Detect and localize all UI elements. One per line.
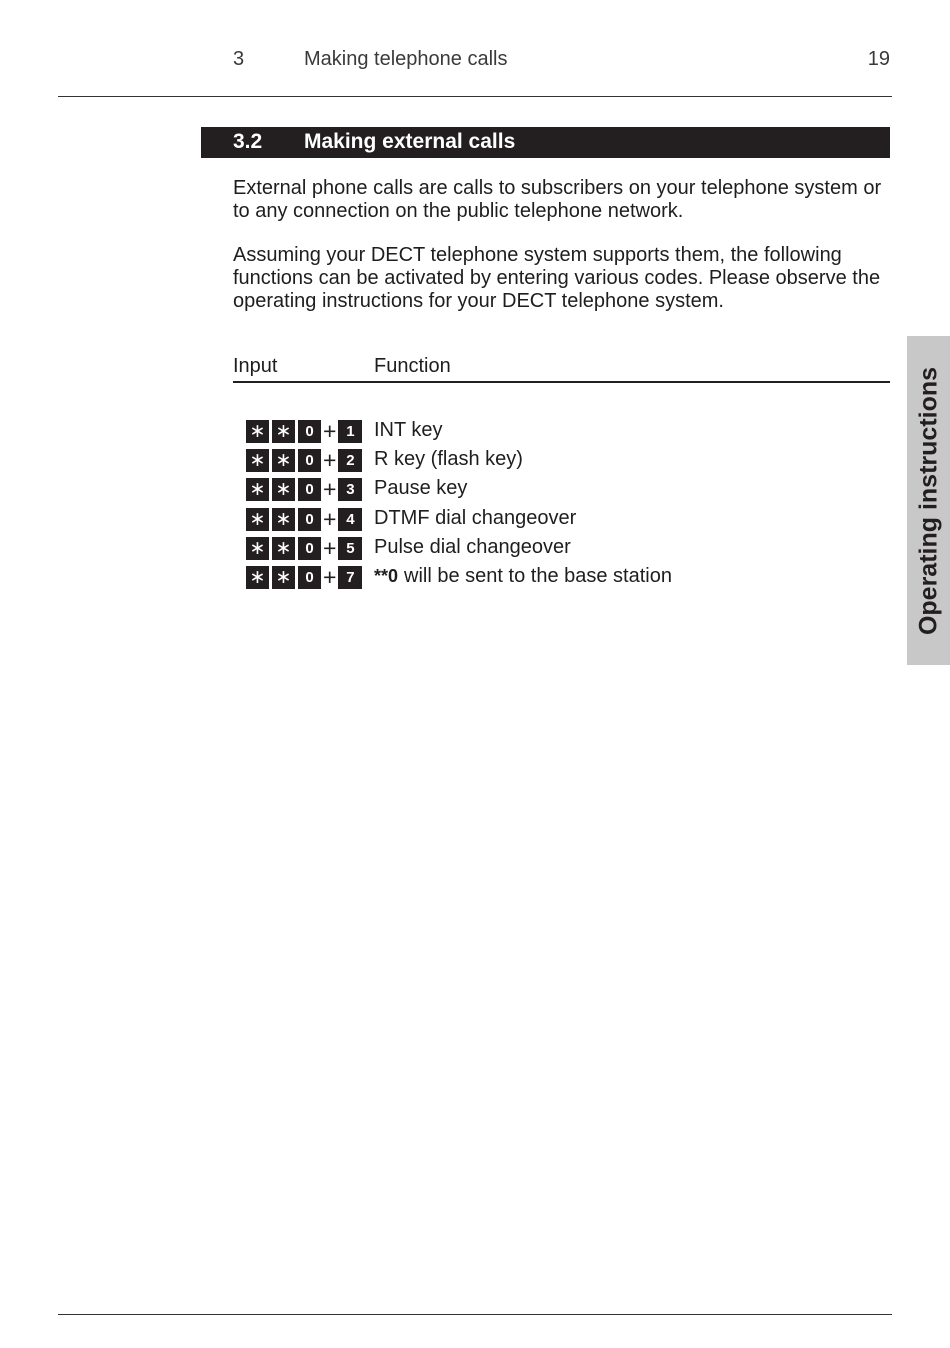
function-label: Pulse dial changeover [374,535,571,558]
table-row [0,475,950,502]
function-label: DTMF dial changeover [374,506,577,529]
function-code: **0 [374,566,399,586]
star-key-icon: ∗ [246,566,269,589]
function-label: INT key [374,419,443,441]
plus-sign: + [323,564,337,590]
function-label: R key (flash key) [374,448,523,471]
table-row [0,417,950,444]
table-header-rule [233,381,890,383]
digit-key-icon: 1 [338,420,362,443]
zero-key-icon: 0 [298,566,321,589]
section-heading-bar [201,127,890,158]
table-header-function: Function [374,355,451,377]
star-key-icon: ∗ [246,508,269,531]
header-divider [58,96,892,97]
zero-key-icon: 0 [298,508,321,531]
table-row [0,446,950,473]
star-key-icon: ∗ [272,537,295,560]
star-key-icon: ∗ [272,478,295,501]
side-tab [907,336,950,665]
star-key-icon: ∗ [246,478,269,501]
digit-key-icon: 7 [338,566,362,589]
key-sequence [246,420,362,443]
chapter-number: 3 [233,48,245,70]
table-row [0,505,950,532]
zero-key-icon: 0 [298,537,321,560]
key-sequence [246,449,362,472]
function-description [374,475,467,502]
zero-key-icon: 0 [298,420,321,443]
digit-key-icon: 2 [338,449,362,472]
star-key-icon: ∗ [272,449,295,472]
digit-key-icon: 4 [338,508,362,531]
section-title: Making external calls [304,130,516,153]
digit-key-icon: 3 [338,478,362,501]
plus-sign: + [323,534,337,561]
chapter-title: Making telephone calls [304,48,508,70]
star-key-icon: ∗ [272,420,295,443]
page-number: 19 [867,48,890,70]
plus-sign: + [323,505,337,532]
function-description [374,505,576,532]
plus-sign: + [323,447,337,474]
plus-sign: + [323,418,337,444]
star-key-icon: ∗ [246,537,269,560]
star-key-icon: ∗ [272,508,295,531]
key-sequence [246,478,362,501]
table-header-input: Input [233,355,278,377]
key-sequence [246,534,362,561]
digit-key-icon: 5 [338,537,362,560]
function-description [374,534,571,561]
plus-sign: + [323,476,337,503]
function-description [374,417,443,444]
paragraph-codes: Assuming your DECT telephone system supports them, the following functions can be activated by entering various codes. Please observe the operating instructions for your DECT telephone system. [233,244,881,312]
zero-key-icon: 0 [298,449,321,472]
key-sequence [246,505,362,532]
paragraph-intro: External phone calls are calls to subscribers on your telephone system or to any connection on the public telephone network. [233,177,882,222]
star-key-icon: ∗ [246,449,269,472]
function-description [374,563,672,590]
footer-divider [58,1314,892,1315]
table-row [0,563,950,590]
function-label: Pause key [374,477,468,500]
table-row [0,534,950,561]
function-label: will be sent to the base station [404,565,672,587]
section-number: 3.2 [233,130,263,153]
star-key-icon: ∗ [246,420,269,443]
star-key-icon: ∗ [272,566,295,589]
key-sequence [246,566,362,589]
function-description [374,446,523,473]
zero-key-icon: 0 [298,478,321,501]
side-tab-label: Operating instructions [914,366,942,635]
